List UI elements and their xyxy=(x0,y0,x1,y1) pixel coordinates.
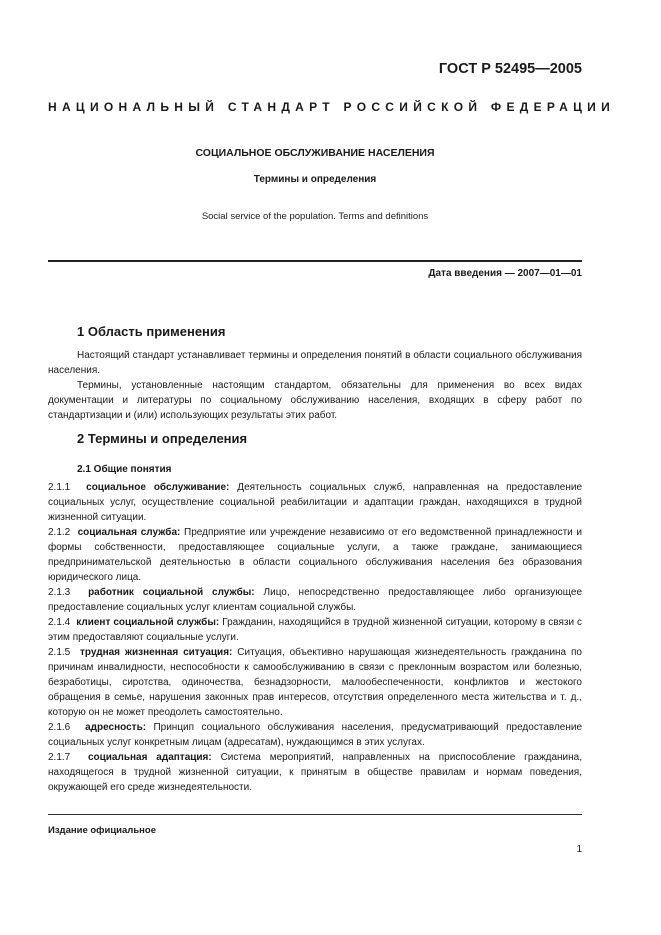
term-definition: Ситуация, объективно нарушающая жизнедеятельность гражданина по причинам инвалидности, неспособности к самообслуживанию в связи с преклонным возрастом или болезнью, безработицы, сиротства, одиночества, безнадзорности, малообеспеченности, конфликтов и жестокого обращения в семье, нарушения законных прав интересов, отсутствия определенного места жительства и т. д., которую он не может преодолеть самостоятельно. xyxy=(48,647,582,718)
document-subtitle: Термины и определения xyxy=(253,174,377,185)
term-number: 2.1.5 xyxy=(48,647,71,658)
term-definition: Деятельность социальных служб, направленная на предоставление социальных услуг, осуществление социальной реабилитации и адаптации граждан, находящихся в трудной жизненной ситуации. xyxy=(48,482,583,523)
terms-list xyxy=(48,480,582,795)
term-entry xyxy=(48,525,582,585)
header-divider xyxy=(48,260,582,262)
term-definition: Система мероприятий, направленных на приспособление гражданина, находящегося в трудной жизненной ситуации, к принятым в обществе правилам и нормам поведения, окружающей его среде жизнедеятельности. xyxy=(48,752,582,793)
term-name: клиент социальной службы: xyxy=(76,617,220,628)
term-name: социальное обслуживание: xyxy=(86,482,230,493)
document-title: СОЦИАЛЬНОЕ ОБСЛУЖИВАНИЕ НАСЕЛЕНИЯ xyxy=(195,147,435,159)
term-name: работник социальной службы: xyxy=(88,587,255,598)
term-entry xyxy=(48,720,582,750)
section-1-heading: 1 Область применения xyxy=(77,324,226,339)
national-standard-banner: НАЦИОНАЛЬНЫЙ СТАНДАРТ РОССИЙСКОЙ ФЕДЕРАЦИИ xyxy=(48,100,616,114)
term-entry xyxy=(48,480,582,525)
term-number: 2.1.7 xyxy=(48,752,71,763)
term-definition: Принцип социального обслуживания населения, предусматривающий предоставление социальных услуг конкретным лицам (адресатам), нуждающимся в этих услугах. xyxy=(48,722,583,748)
term-entry xyxy=(48,615,582,645)
section-1-paragraph: Термины, установленные настоящим стандартом, обязательны для применения во всех видах документации и литературы по социальному обслуживанию населения, входящих в сферу работ по стандартизации и (или) использующих результаты этих работ. xyxy=(48,380,582,421)
section-1-paragraph: Настоящий стандарт устанавливает термины и определения понятий в области социального обслуживания населения. xyxy=(48,350,582,376)
term-definition: Предприятие или учреждение независимо от его ведомственной принадлежности и формы собственности, предоставляющее социальные услуги, а также граждане, занимающиеся предпринимательской деятельностью в области социального обслуживания населения без образования юридического лица. xyxy=(48,527,583,583)
term-number: 2.1.1 xyxy=(48,482,71,493)
term-number: 2.1.6 xyxy=(48,722,71,733)
page-number: 1 xyxy=(576,844,582,855)
term-number: 2.1.3 xyxy=(48,587,71,598)
standard-number: ГОСТ Р 52495—2005 xyxy=(438,61,582,77)
term-name: адресность: xyxy=(85,722,147,733)
official-edition-label: Издание официальное xyxy=(48,825,156,836)
term-name: социальная служба: xyxy=(77,527,181,538)
term-name: трудная жизненная ситуация: xyxy=(80,647,233,658)
term-entry xyxy=(48,750,582,795)
term-number: 2.1.2 xyxy=(48,527,71,538)
term-definition: Гражданин, находящийся в трудной жизненной ситуации, которому в связи с этим предоставляют социальные услуги. xyxy=(48,617,583,643)
footer-divider xyxy=(48,814,582,815)
term-name: социальная адаптация: xyxy=(87,752,212,763)
term-definition: Лицо, непосредственно предоставляющее либо организующее предоставление социальных услуг клиентам социальной службы. xyxy=(48,587,583,613)
section-1-body xyxy=(48,348,582,423)
term-number: 2.1.4 xyxy=(48,617,71,628)
term-entry xyxy=(48,645,582,720)
term-entry xyxy=(48,585,582,615)
section-2-heading: 2 Термины и определения xyxy=(77,431,248,446)
introduction-date: Дата введения — 2007—01—01 xyxy=(428,268,582,279)
subsection-2-1-heading: 2.1 Общие понятия xyxy=(77,464,172,475)
english-title: Social service of the population. Terms and definitions xyxy=(201,211,429,222)
